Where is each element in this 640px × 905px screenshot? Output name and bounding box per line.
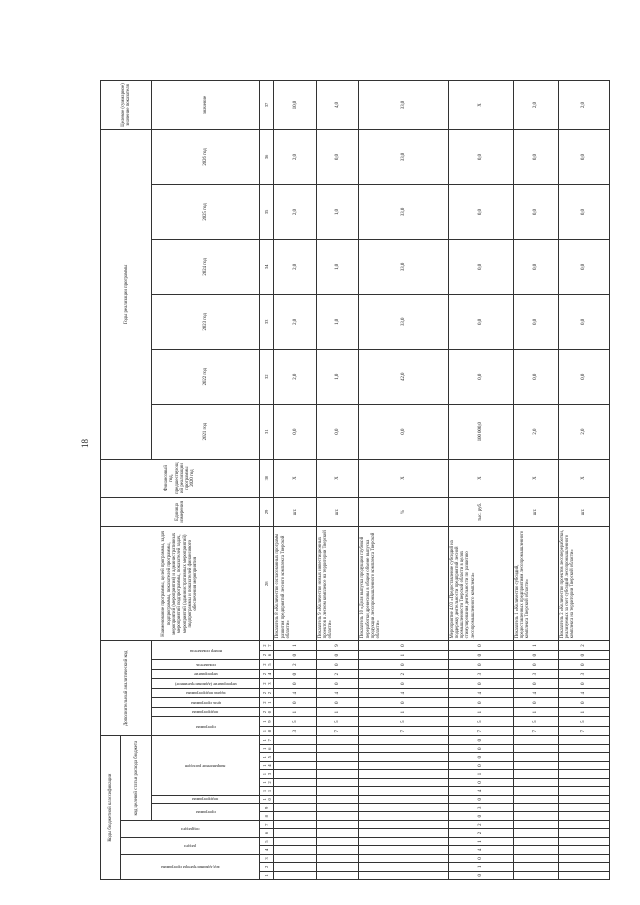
final-value-cell: 2,0 [513,81,558,130]
code-cell [359,736,448,745]
final-value-cell: 10,0 [274,81,317,130]
code-cell: 5 [448,717,513,727]
code-cell [513,854,558,862]
code-cell [274,753,317,761]
year-value-cell: 0,0 [448,349,513,404]
code-cell: 0 [448,753,513,761]
base-year-cell: X [448,459,513,497]
code-cell: 5 [558,717,609,727]
row-name-cell: Показатель 10 «Доля выпуска продукции глубокой переработки древесины в общем объеме выпуска продукции лесопромышленного комплекса Тверской области» [359,527,448,641]
col-num: 25 [259,660,274,670]
code-cell [513,812,558,820]
year-value-cell: 33,0 [359,239,448,294]
subprogram-code-header: подпрограмма [152,795,259,803]
col-num: 19 [259,717,274,727]
code-cell [316,820,359,828]
code-cell: 0 [513,679,558,689]
code-cell: 1 [359,707,448,717]
year-value-cell: 2,0 [558,404,609,459]
year-value-cell: 2,0 [513,404,558,459]
code-cell [316,787,359,795]
target-code-header: код целевой статьи расхода бюджета [121,736,152,821]
year-value-cell: 1,0 [316,185,359,240]
cat-action-header: мероприятие (административное) [152,679,259,689]
year-value-cell: 0,0 [316,130,359,185]
col-num: 13 [259,770,274,778]
code-cell [359,745,448,753]
year-value-cell: 0,0 [274,404,317,459]
code-cell [513,804,558,812]
year-value-cell: 0,0 [448,294,513,349]
row-name-cell: Показатель 9 «Количество новых инвестиционных проектов в лесном комплексе на территории Тверской области» [316,527,359,641]
code-cell: 1 [558,707,609,717]
code-cell [513,787,558,795]
code-cell: 0 [359,641,448,651]
cat-task-header: задача подпрограммы [152,688,259,698]
year-value-cell: 2,0 [274,185,317,240]
code-cell [558,804,609,812]
code-cell [359,812,448,820]
code-cell [316,846,359,854]
year-2023-header: 2023 год [152,294,259,349]
code-cell: 0 [316,660,359,670]
code-cell [274,863,317,871]
code-cell: 0 [359,660,448,670]
col-num: 12 [259,778,274,786]
col-num: 2 [259,863,274,871]
code-cell: 0 [448,679,513,689]
budget-class-header: Коды бюджетной классификации [101,736,121,880]
code-cell [316,837,359,845]
code-cell: 4 [448,688,513,698]
year-2026-header: 2026 год [152,130,259,185]
year-value-cell: 33,0 [359,294,448,349]
year-value-cell: 0,0 [513,130,558,185]
code-cell [274,837,317,845]
code-cell [513,745,558,753]
code-cell: 0 [558,679,609,689]
extra-code-header: Дополнительный аналитический код [101,641,152,736]
code-cell [274,761,317,769]
code-cell: 2 [274,660,317,670]
code-cell: 0 [316,698,359,708]
unit-cell: шт. [274,497,317,527]
page-number: 18 [80,439,90,448]
code-cell [274,871,317,879]
program-table [100,80,610,880]
col-num: 16 [259,745,274,753]
code-cell [513,863,558,871]
col-num: 35 [259,185,274,240]
year-value-cell: 33,0 [359,185,448,240]
col-num: 10 [259,795,274,803]
code-cell [316,863,359,871]
code-cell [359,770,448,778]
code-cell [274,846,317,854]
code-cell [513,871,558,879]
code-cell [359,804,448,812]
table-row [513,81,558,880]
code-cell: 4 [359,688,448,698]
col-num: 36 [259,130,274,185]
code-cell [513,770,558,778]
code-cell: 5 [274,717,317,727]
code-cell [316,871,359,879]
col-num: 9 [259,804,274,812]
code-cell [274,778,317,786]
code-cell: 1 [274,641,317,651]
code-cell [359,871,448,879]
code-cell [513,837,558,845]
code-cell: 1 [448,863,513,871]
code-cell: 7 [316,726,359,736]
code-cell [359,829,448,837]
code-cell: 0 [448,660,513,670]
code-cell [274,854,317,862]
code-cell: 3 [558,669,609,679]
base-year-cell: X [316,459,359,497]
year-value-cell: 0,0 [513,294,558,349]
code-cell: 1 [448,837,513,845]
code-cell [274,795,317,803]
code-cell: 5 [359,717,448,727]
col-num: 15 [259,753,274,761]
code-cell: 0 [513,698,558,708]
cat-sub-header: подпрограмма [152,707,259,717]
col-num: 18 [259,726,274,736]
year-value-cell: 0,0 [513,239,558,294]
code-cell [558,846,609,854]
code-cell [558,854,609,862]
code-cell: 3 [513,669,558,679]
year-value-cell: 2,0 [274,294,317,349]
col-num: 22 [259,688,274,698]
code-cell: 2 [316,669,359,679]
unit-cell: тыс. руб. [448,497,513,527]
code-cell [359,795,448,803]
col-num: 8 [259,812,274,820]
code-cell: 1 [448,707,513,717]
final-value-cell: 4,0 [316,81,359,130]
year-value-cell: 0,0 [558,294,609,349]
code-cell: 7 [359,726,448,736]
code-cell: 5 [513,717,558,727]
code-cell [513,761,558,769]
year-value-cell: 0,0 [558,185,609,240]
year-2025-header: 2025 год [152,185,259,240]
code-cell [359,761,448,769]
final-value-cell: X [448,81,513,130]
code-cell: 0 [558,650,609,660]
code-cell [274,787,317,795]
code-cell [316,795,359,803]
col-num: 7 [259,820,274,828]
year-value-cell: 0,0 [558,239,609,294]
code-cell [274,829,317,837]
code-cell: 5 [316,717,359,727]
code-cell [316,812,359,820]
code-cell: 0 [448,641,513,651]
year-value-cell: 1,0 [316,349,359,404]
year-value-cell: 0,0 [316,404,359,459]
col-num: 23 [259,679,274,689]
code-cell: 4 [558,688,609,698]
code-cell [558,787,609,795]
col-num: 30 [259,459,274,497]
code-cell [316,804,359,812]
code-cell: 2 [359,669,448,679]
code-cell: 2 [558,641,609,651]
row-name-cell: Показатель 2 «Количество проектов лесопереработки, реализуемых за счет субсидий лесопромышленного комплекса на территории Тверской области» [558,527,609,641]
code-cell [359,863,448,871]
code-cell [513,829,558,837]
code-cell [558,745,609,753]
year-value-cell: 0,0 [359,404,448,459]
code-cell: 0 [558,698,609,708]
code-cell [558,871,609,879]
col-num: 4 [259,846,274,854]
col-num: 29 [259,497,274,527]
code-cell: 0 [513,660,558,670]
year-value-cell: 42,0 [359,349,448,404]
year-2021-header: 2021 год [152,404,259,459]
program-code-header: программа [152,804,259,821]
code-cell: 7 [513,726,558,736]
cat-program-header: программа [152,717,259,736]
code-cell: 1 [513,707,558,717]
table-row [558,81,609,880]
year-value-cell: 0,0 [448,239,513,294]
code-cell: 0 [448,778,513,786]
col-num: 17 [259,736,274,745]
code-cell [558,863,609,871]
code-cell: 1 [359,650,448,660]
year-value-cell: 2,0 [274,349,317,404]
code-cell: 0 [513,650,558,660]
col-num: 24 [259,669,274,679]
final-value-cell: 33,0 [359,81,448,130]
code-cell: 0 [448,854,513,862]
base-year-cell: X [513,459,558,497]
col-num: 3 [259,854,274,862]
unit-cell: шт. [558,497,609,527]
code-cell [316,778,359,786]
base-year-header: Финансовый год, предшествующий реализации программы 2020 год [101,459,260,497]
code-cell [558,736,609,745]
row-name-cell: Показатель 8 «Количество согласованных программ развития предприятий лесного комплекса Тверской области» [274,527,317,641]
col-num: 5 [259,837,274,845]
year-value-cell: 0,0 [558,349,609,404]
code-cell [274,820,317,828]
base-year-cell: X [359,459,448,497]
code-cell: 0 [448,736,513,745]
code-cell [513,795,558,803]
code-cell [316,745,359,753]
base-year-cell: X [274,459,317,497]
code-cell: 1 [316,707,359,717]
row-name-cell: Мероприятие 4.03 «Предоставление субсидий на поддержку деятельности предприятий лесной промышленности Тверской области в целях стимулирования деятельности по развитию лесопромышленного комплекса» [448,527,513,641]
col-num: 27 [259,641,274,651]
cat-goal-header: цель программы [152,698,259,708]
year-value-cell: 0,0 [448,130,513,185]
code-cell: 0 [316,679,359,689]
code-cell [558,795,609,803]
table-row [316,81,359,880]
code-cell [316,761,359,769]
year-value-cell: 100 000,0 [448,404,513,459]
code-cell [513,736,558,745]
code-cell: 0 [274,669,317,679]
subsection-header: подраздел [121,820,260,837]
final-value-cell: 2,0 [558,81,609,130]
code-cell [359,846,448,854]
code-cell: 0 [316,650,359,660]
code-cell: 2 [448,820,513,828]
code-cell [513,820,558,828]
row-name-cell: Показатель 1 «Количество субсидий, предоставленных предприятиям лесопромышленного комплекса Тверской области» [513,527,558,641]
code-cell [558,753,609,761]
code-cell: 4 [448,846,513,854]
code-cell [558,820,609,828]
code-cell [558,829,609,837]
code-cell: 3 [448,804,513,812]
code-cell: 0 [448,698,513,708]
col-num: 31 [259,404,274,459]
year-value-cell: 0,0 [448,185,513,240]
year-value-cell: 0,0 [513,185,558,240]
year-2022-header: 2022 год [152,349,259,404]
code-cell [274,736,317,745]
code-cell [513,778,558,786]
code-cell [316,854,359,862]
col-num: 11 [259,787,274,795]
code-cell [274,745,317,753]
code-cell: 1 [513,641,558,651]
code-cell: 0 [359,698,448,708]
table-body [274,81,610,880]
column-number-row [259,81,274,880]
code-cell [359,854,448,862]
table-row [359,81,448,880]
code-cell [558,770,609,778]
code-cell: 4 [448,787,513,795]
year-value-cell: 2,0 [274,239,317,294]
code-cell: 0 [274,679,317,689]
unit-cell: % [359,497,448,527]
code-cell [558,778,609,786]
code-cell: 7 [558,726,609,736]
year-value-cell: 33,0 [359,130,448,185]
year-value-cell: 1,0 [316,239,359,294]
code-cell [513,753,558,761]
col-num: 1 [259,871,274,879]
col-num: 21 [259,698,274,708]
code-cell: 3 [448,669,513,679]
code-cell [513,846,558,854]
code-cell: 7 [448,726,513,736]
code-cell [274,812,317,820]
year-value-cell: 0,0 [558,130,609,185]
col-num: 14 [259,761,274,769]
code-cell [359,753,448,761]
col-num: 6 [259,829,274,837]
code-cell [359,837,448,845]
table-row [448,81,513,880]
code-cell: 1 [448,770,513,778]
code-cell: 0 [448,871,513,879]
code-cell [359,820,448,828]
code-cell: 9 [316,641,359,651]
code-cell: 0 [448,761,513,769]
code-cell: 0 [359,679,448,689]
code-cell [274,770,317,778]
program-table-sheet [100,80,610,880]
code-cell [558,812,609,820]
code-cell: 0 [274,650,317,660]
unit-cell: шт. [316,497,359,527]
year-value-cell: 0,0 [513,349,558,404]
code-cell [316,753,359,761]
cat-indicator-num-header: номер показателя [152,641,259,660]
table-row [274,81,317,880]
code-cell: 1 [274,707,317,717]
final-header: Целевое (суммарное) значение показателя [101,81,152,130]
cat-measure-header: мероприятие [152,669,259,679]
code-cell: 4 [274,688,317,698]
code-cell: 2 [448,829,513,837]
code-cell [316,770,359,778]
col-num: 33 [259,294,274,349]
code-cell: 0 [558,660,609,670]
year-value-cell: 1,0 [316,294,359,349]
code-cell [274,804,317,812]
code-cell: 3 [274,726,317,736]
code-cell: 0 [448,812,513,820]
name-header: Наименование программы, целей программы, задач подпрограммы, показателей программы, мероприятий (мероприятия) и административных мероприятий подпрограммы, показателей задач, мероприятий (административных мероприятий) подпрограммы и показателей финансового обеспечения мероприятия [101,527,260,641]
code-cell: 0 [448,745,513,753]
code-cell [558,837,609,845]
col-num: 37 [259,81,274,130]
unit-header: Единица измерения [101,497,260,527]
code-cell: 0 [274,698,317,708]
code-cell [316,736,359,745]
col-num: 28 [259,527,274,641]
year-2024-header: 2024 год [152,239,259,294]
code-cell: 0 [448,650,513,660]
year-value-cell: 2,0 [274,130,317,185]
final-value-header: значение [152,81,259,130]
admin-code-header: код администратора программы [121,854,260,879]
col-num: 26 [259,650,274,660]
code-cell [359,778,448,786]
code-cell [558,761,609,769]
years-header: Годы реализации программы [101,130,152,460]
code-cell: 4 [316,688,359,698]
section-header: раздел [121,837,260,854]
cat-indicator-header: показатель [152,660,259,670]
col-num: 20 [259,707,274,717]
direction-code-header: направление расходов [152,736,259,795]
code-cell [316,829,359,837]
col-num: 32 [259,349,274,404]
code-cell: 4 [513,688,558,698]
base-year-cell: X [558,459,609,497]
unit-cell: шт. [513,497,558,527]
code-cell: 0 [448,795,513,803]
col-num: 34 [259,239,274,294]
code-cell [359,787,448,795]
